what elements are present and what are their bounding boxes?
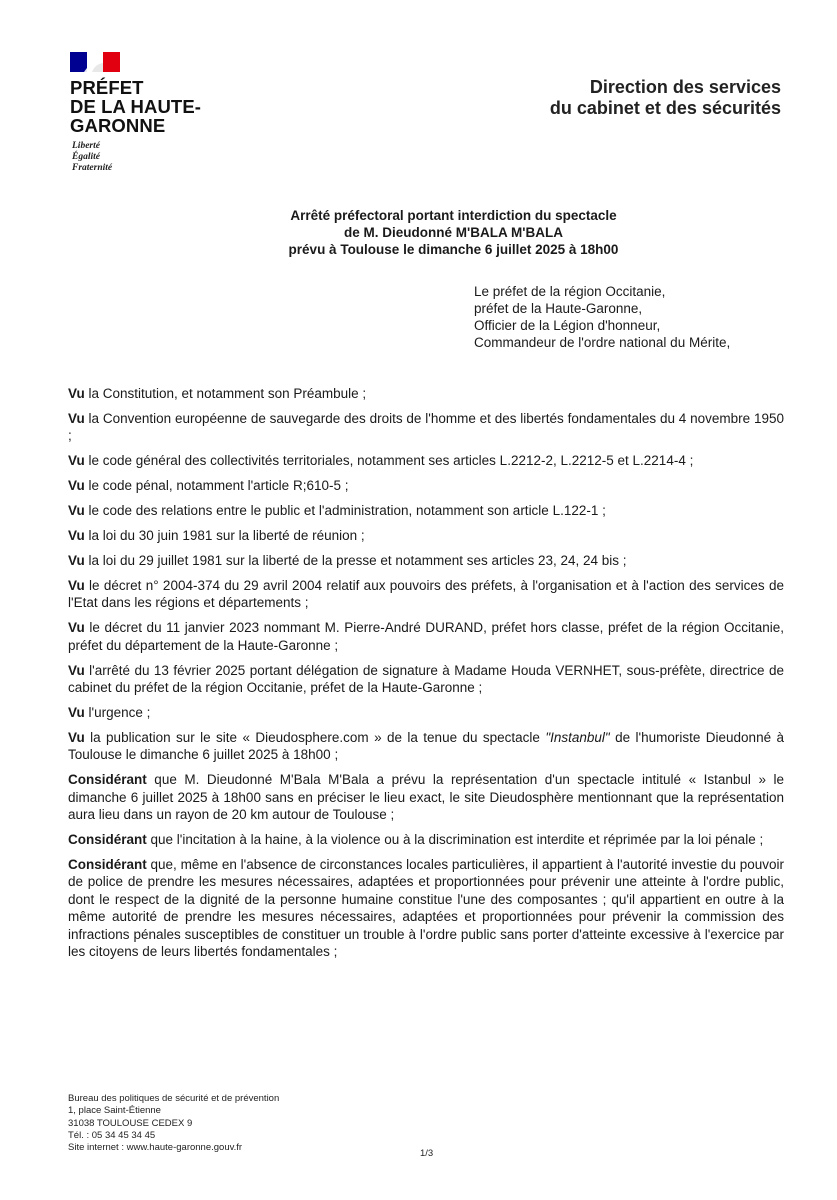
- considerant-pouvoir-police: [68, 856, 784, 961]
- para-lead: Vu: [68, 704, 85, 720]
- para-text: le code des relations entre le public et l'administration, notamment son article L.122-1 ;: [84, 503, 606, 519]
- signatory-line: Le préfet de la région Occitanie,: [474, 284, 666, 299]
- title-line: de M. Dieudonné M'BALA M'BALA: [344, 225, 563, 240]
- considerant-spectacle: [68, 771, 784, 824]
- footer-phone: Tél. : 05 34 45 34 45: [68, 1129, 156, 1141]
- para-lead: Vu: [68, 478, 85, 494]
- para-lead: Vu: [68, 577, 85, 593]
- para-lead: Vu: [68, 503, 85, 519]
- vu-arrete-delegation: [68, 662, 784, 697]
- republic-motto: [72, 141, 112, 174]
- para-text: de l'humoriste Dieudonné à Toulouse le dimanche 6 juillet 2025 à 18h00 ;: [68, 729, 784, 763]
- spectacle-title-italic: "Instanbul": [545, 729, 610, 745]
- signatory-line: Commandeur de l'ordre national du Mérite,: [474, 335, 731, 350]
- prefecture-logo-title: [70, 78, 201, 135]
- vu-publication-site: [68, 729, 784, 764]
- motto-egalite: Égalité: [72, 152, 100, 162]
- para-lead: Vu: [68, 410, 85, 426]
- logo-line: PRÉFET: [70, 77, 144, 98]
- para-text: le décret n° 2004-374 du 29 avril 2004 relatif aux pouvoirs des préfets, à l'organisation et à l'action des services de l'Etat dans les régions et départements ;: [68, 577, 784, 611]
- direction-heading: [550, 77, 781, 119]
- vu-code-penal: [68, 477, 784, 495]
- vu-decret-2023: [68, 619, 784, 654]
- para-text: le code pénal, notamment l'article R;610-5 ;: [84, 478, 349, 494]
- direction-line: du cabinet et des sécurités: [549, 98, 781, 118]
- footer-bureau: Bureau des politiques de sécurité et de prévention: [68, 1093, 280, 1104]
- considerant-incitation: [68, 831, 784, 849]
- para-lead: Vu: [68, 729, 85, 745]
- signatory-block: [474, 283, 730, 351]
- para-lead: Considérant: [68, 832, 147, 848]
- footer-address: 1, place Saint-Étienne: [68, 1105, 161, 1117]
- para-lead: Considérant: [68, 772, 147, 788]
- para-lead: Vu: [68, 453, 85, 469]
- logo-line: GARONNE: [70, 115, 166, 136]
- vu-decret-2004: [68, 577, 784, 612]
- para-lead: Vu: [68, 620, 85, 636]
- vu-constitution: [68, 385, 784, 403]
- para-text: le code général des collectivités territoriales, notamment ses articles L.2212-2, L.2212-5 et L.2214-4 ;: [84, 453, 694, 469]
- para-lead: Vu: [68, 662, 85, 678]
- signatory-line: Officier de la Légion d'honneur,: [474, 318, 661, 333]
- para-text: la loi du 29 juillet 1981 sur la liberté de la presse et notamment ses articles 23, 24, 24 bis ;: [84, 552, 627, 568]
- motto-fraternite: Fraternité: [72, 163, 113, 173]
- para-text: que M. Dieudonné M'Bala M'Bala a prévu la représentation d'un spectacle intitulé « Istanbul » le dimanche 6 juillet 2025 à 18h00 sans en préciser le lieu exact, le site Dieudosphère mentionnant que la représentation aura lieu dans un rayon de 20 km autour de Toulouse ;: [68, 772, 784, 823]
- footer-postcode: 31038 TOULOUSE CEDEX 9: [68, 1117, 193, 1129]
- title-line: prévu à Toulouse le dimanche 6 juillet 2025 à 18h00: [288, 242, 619, 257]
- para-lead: Vu: [68, 386, 85, 401]
- para-text: l'urgence ;: [84, 704, 151, 720]
- footer-website: Site internet : www.haute-garonne.gouv.fr: [68, 1142, 243, 1154]
- page-number: 1/3: [420, 1148, 434, 1159]
- para-text: le décret du 11 janvier 2023 nommant M. Pierre-André DURAND, préfet hors classe, préfet de la région Occitanie, préfet du département de la Haute-Garonne ;: [68, 620, 784, 653]
- vu-urgence: [68, 704, 784, 722]
- para-lead: Vu: [68, 552, 85, 568]
- vu-convention-europeenne: [68, 410, 784, 445]
- footer-contact: [68, 1093, 279, 1154]
- direction-line: Direction des services: [589, 77, 781, 97]
- arrete-title: [0, 207, 837, 258]
- para-lead: Considérant: [68, 856, 147, 872]
- motto-liberte: Liberté: [72, 141, 100, 151]
- para-text: la Convention européenne de sauvegarde des droits de l'homme et des libertés fondamentales du 4 novembre 1950 ;: [68, 410, 784, 444]
- para-text: que l'incitation à la haine, à la violence ou à la discrimination est interdite et réprimée par la loi pénale ;: [146, 832, 764, 848]
- document-body: [68, 385, 784, 968]
- para-text: la Constitution, et notamment son Préambule ;: [84, 386, 367, 401]
- marianne-flag-icon: [70, 52, 120, 72]
- vu-loi-reunion: [68, 527, 784, 545]
- title-line: Arrêté préfectoral portant interdiction du spectacle: [290, 208, 617, 223]
- logo-line: DE LA HAUTE-: [70, 96, 202, 117]
- para-lead: Vu: [68, 527, 85, 543]
- para-text: la loi du 30 juin 1981 sur la liberté de réunion ;: [84, 527, 365, 543]
- vu-code-relations-public: [68, 502, 784, 520]
- para-text: l'arrêté du 13 février 2025 portant délégation de signature à Madame Houda VERNHET, sous-préfète, directrice de cabinet du préfet de la région Occitanie, préfet de la Haute-Garonne ;: [68, 662, 784, 696]
- vu-loi-presse: [68, 552, 784, 570]
- vu-code-collectivites: [68, 452, 784, 470]
- signatory-line: préfet de la Haute-Garonne,: [474, 301, 643, 316]
- para-text: la publication sur le site « Dieudosphere.com » de la tenue du spectacle: [84, 729, 546, 745]
- para-text: que, même en l'absence de circonstances locales particulières, il appartient à l'autorité investie du pouvoir de police de prendre les mesures nécessaires, adaptées et proportionnées pour prévenir une atteinte à l'ordre public, dont le respect de la dignité de la personne humaine constitue l'une des composantes ; qu'il appartient en outre à la même autorité de prendre les mesures nécessaires, adaptées et proportionnées pour prévenir la commission des infractions pénales susceptibles de constituer un trouble à l'ordre public sans porter d'atteinte excessive à l'exercice par les citoyens de leurs libertés fondamentales ;: [68, 856, 784, 960]
